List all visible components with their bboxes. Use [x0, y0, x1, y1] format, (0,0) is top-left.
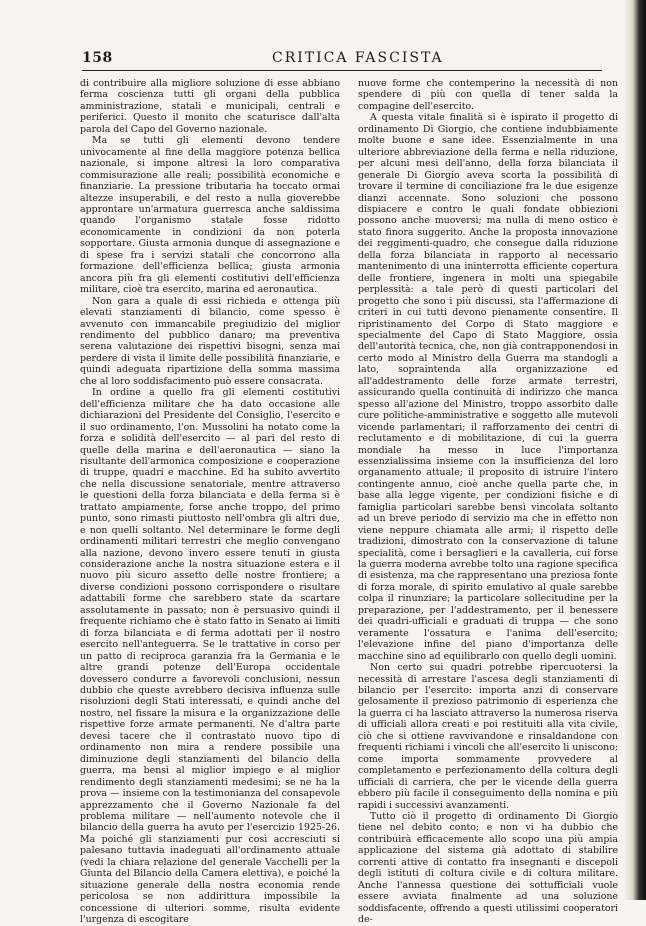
page-header: [82, 50, 602, 71]
right-paragraph-2: A questa vitale finalità si è ispirato il progetto di ordinamento Di Giorgio, che contiene indubbiamente molte buone e sane idee. Essenzialmente in una ulteriore abbreviazione della ferma e nella riduzione, per alcuni mesi dell'anno, della forza bilanciata il generale Di Giorgio aveva scorta la possibilità di trovare il termine di conciliazione fra le due esigenze dianzi accennate. Sono soluzioni che possono dispiacere e contro le quali fondate obbiezioni possono anche muoversi; ma nulla di meno ostico è stato finora suggerito. Anche la proposta innovazione dei reggimenti-quadro, che consegue dalla riduzione della forza bilanciata in rapporto al necessario mantenimento di una ininterrotta efficiente copertura delle frontiere, ingenera in molti una spiegabile perplessità: a tale però di questi particolari del progetto che sono i più discussi, sta l'affermazione di criteri in cui tutti devono pienamente consentire. Il ripristinamento del Corpo di Stato maggiore e specialmente del Capo di Stato Maggiore, ossia dell'autorità tecnica, che, non già contrapponendosi in certo modo al Ministro della Guerra ma standogli a lato, sopraintenda alla organizzazione ed all'addestramento delle forze armate terrestri, assicurando quella continuità di indirizzo che manca spesso all'azione del Ministro, troppo assorbito dalle cure politiche-amministrative e soggetto alle mutevoli vicende parlamentari; il rafforzamento dei centri di reclutamento e di mobilitazione, di cui la guerra mondiale ha messo in luce l'importanza essenzialissima insieme con la insufficienza del loro organamento attuale; il proposito di istruire l'intero contingente annuo, cioè anche quella parte che, in base alla legge vigente, per condizioni fisiche e di famiglia particolari sarebbe bensì vincolata soltanto ad un breve periodo di servizio ma che in effetto non viene neppure chiamata alle armi; il rispetto delle tradizioni, dimostrato con la conservazione di talune specialità, come i bersaglieri e la cavalleria, cui forse la guerra moderna avrebbe tolto una ragione specifica di esistenza, ma che rappresentano una preziosa fonte di forza morale, di spirito emulativo al quale sarebbe colpa il rinunziare; la particolare sollecitudine per la preparazione, per l'addestramento, per il benessere dei quadri-ufficiali e graduati di truppa — che sono veramente l'ossatura e l'anima dell'esercito; l'elevazione infine del piano d'importanza delle macchine sino ad equilibrarlo con quello degli uomini.: [358, 112, 618, 662]
page-edge-shadow: [624, 0, 646, 900]
right-paragraph-3: Non certo sui quadri potrebbe ripercuotersi la necessità di arrestare l'ascesa degli stanziamenti di bilancio per l'esercito: importa anzi di conservare gelosamente il prezioso patrimonio di esperienza che la guerra ci ha lasciato attraverso la numerosa riserva di ufficiali allora creati e poi restituiti alla vita civile, ciò che si ottiene ravvivandone e rinsaldandone con frequenti richiami i vincoli che all'esercito li uniscono; come importa sommamente provvedere al completamento e perfezionamento della coltura degli ufficiali di carriera, che per le vicende della guerra ebbero più facile il conseguimento della nomina e più rapidi i successivi avanzamenti.: [358, 662, 618, 811]
left-paragraph-4: In ordine a quello fra gli elementi costitutivi dell'efficienza militare che ha dato occasione alle dichiarazioni del Presidente del Consiglio, l'esercito e il suo ordinamento, l'on. Mussolini ha notato come la forza e solidità dell'esercito — al pari del resto di quelle della marina e dell'aeronautica — siano la risultante dell'armonica composizione e cooperazione di truppe, quadri e macchine. Ed ha subito avvertito che nella discussione senatoriale, mentre attraverso le questioni della forza bilanciata e della ferma si è trattato ampiamente, forse anche troppo, del primo punto, sono rimasti piuttosto nell'ombra gli altri due, e non quelli soltanto. Nel determinare le forme degli ordinamenti militari terrestri che meglio convengano alla nazione, devono invero essere tenuti in giusta considerazione anche la nostra situazione estera e il nuovo più sicuro assetto delle nostre frontiere; a diverse condizioni possono corrispondere o risultare adattabili forme che sarebbero state da scartare assolutamente in passato; non è persuasivo quindi il frequente richiamo che è stato fatto in Senato ai limiti di forza bilanciata e di ferma adottati per il nostro esercito nell'anteguerra. Se le trattative in corso per un patto di reciproca garanzia fra la Germania e le altre grandi potenze dell'Europa occidentale dovessero condurre a favorevoli conclusioni, nessun dubbio che queste avrebbero decisiva influenza sulle risoluzioni degli Stati interessati, e quindi anche del nostro, nel fissare la misura e la organizzazione delle rispettive forze armate permanenti. Ne d'altra parte devesi tacere che il contrastato nuovo tipo di ordinamento non mira a rendere possibile una diminuzione degli stanziamenti del bilancio della guerra, ma bensì al miglior impiego e al miglior rendimento degli stanziamenti medesimi; se ne ha la prova — insieme con la testimonianza del consapevole apprezzamento che il Governo Nazionale fa del problema militare — nell'aumento notevole che il bilancio della guerra ha avuto per l'esercizio 1925-26. Ma poiché gli stanziamenti pur così accresciuti si palesano tuttavia inadeguati all'ordinamento attuale (vedi la chiara relazione del generale Vacchelli per la Giunta del Bilancio della Camera elettiva), e poiché la situazione generale della nostra economia rende pericolosa se non addirittura impossibile la concessione di ulteriori somme, risulta evidente l'urgenza di escogitare: [80, 387, 340, 926]
right-paragraph-1: nuove forme che contemperino la necessità di non spendere di più con quella di tener salda la compagine dell'esercito.: [358, 78, 618, 112]
left-paragraph-3: Non gara a quale di essi richieda e ottenga più elevati stanziamenti di bilancio, come spesso è avvenuto con immancabile pregiudizio del miglior rendimento del pubblico danaro; ma preventiva serena valutazione dei rispettivi bisogni, senza mai perdere di vista il limite delle possibilità finanziarie, e quindi adeguata ripartizione della somma massima che al loro soddisfacimento può essere consacrata.: [80, 295, 340, 387]
left-column: [80, 78, 340, 926]
left-paragraph-2: Ma se tutti gli elementi devono tendere univocamente al fine della maggiore potenza bellica nazionale, si impone altresì la loro comparativa commisurazione alle reali; possibilità economiche e finanziarie. La pressione tributaria ha toccato ormai altezze insuperabili, e del resto a nulla gioverebbe approntare un'armatura guerresca anche saldissima quando l'organismo statale fosse ridotto economicamente in condizioni da non poterla sopportare. Giusta armonia dunque di assegnazione e di spese fra i servizi statali che concorrono alla formazione dell'efficienza bellica; giusta armonia ancora più fra gli elementi costitutivi dell'efficienza militare, cioè tra esercito, marina ed aeronautica.: [80, 135, 340, 296]
right-paragraph-4: Tutto ciò il progetto di ordinamento Di Giorgio tiene nel debito conto; e non vi ha dubbio che contribuirà efficacemente allo scopo una più ampia applicazione del sistema già adottato di stabilire correnti attive di contatto fra insegnanti e discepoli degli istituti di coltura civile e di coltura militare. Anche l'annessa questione dei sottufficiali vuole essere avviata finalmente ad una soluzione soddisfacente, offrendo a questi utilissimi cooperatori de-: [358, 811, 618, 926]
page-number: 158: [82, 50, 113, 66]
right-column: [358, 78, 618, 926]
running-title: CRITICA FASCISTA: [272, 50, 444, 66]
left-paragraph-1: di contribuire alla migliore soluzione di esse abbiano ferma coscienza tutti gli organi della pubblica amministrazione, statali e municipali, centrali e periferici. Questo il monito che scaturisce dall'alta parola del Capo del Governo nazionale.: [80, 78, 340, 135]
